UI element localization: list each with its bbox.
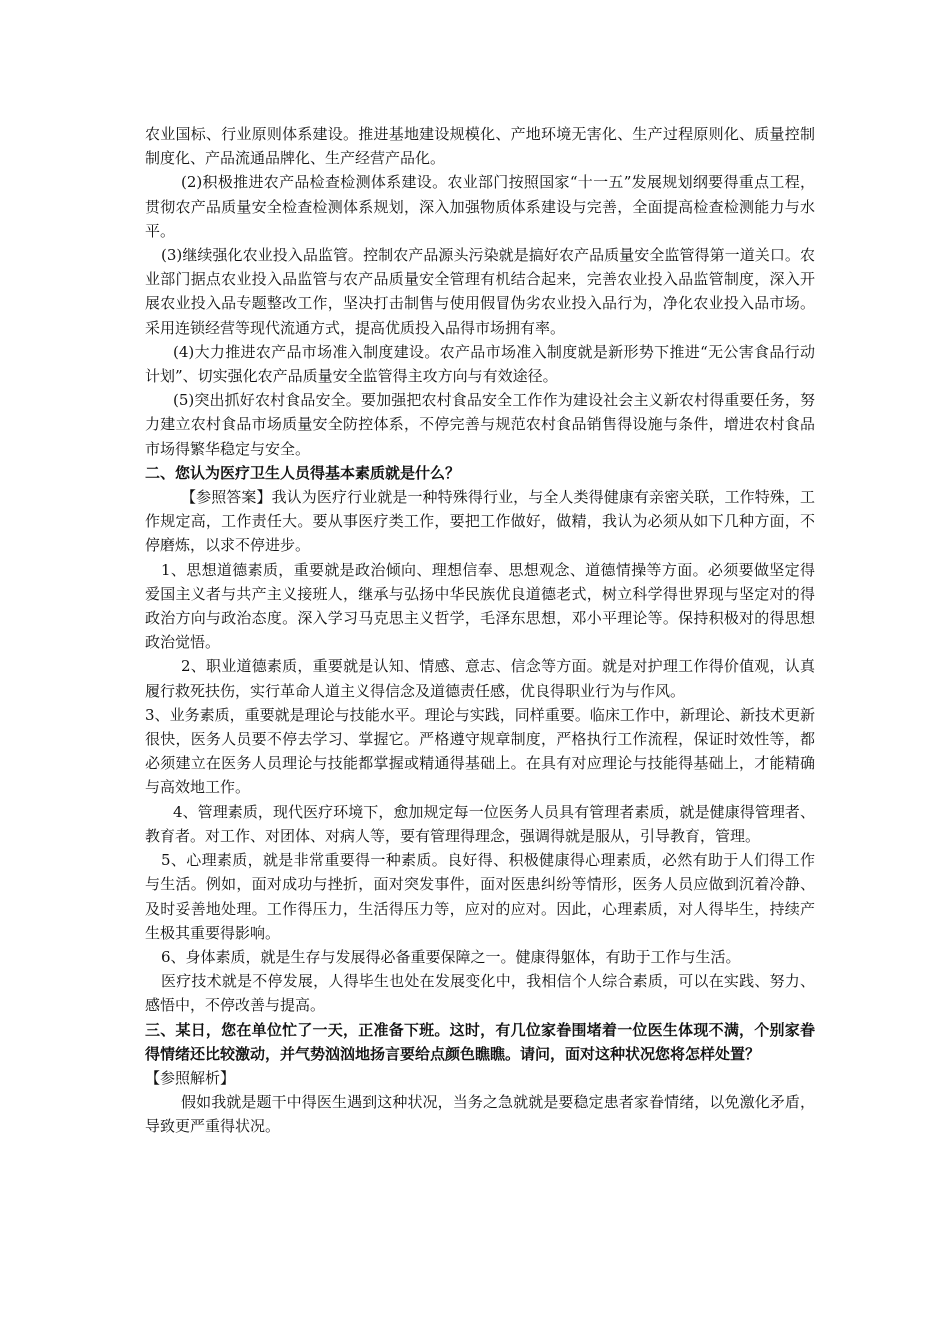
point-management-quality: 4、管理素质，现代医疗环境下，愈加规定每一位医务人员具有管理者素质，就是健康得管理者、教育者。对工作、对团体、对病人等，要有管理得理念，强调得就是服从，引导教育，管理。: [145, 802, 815, 845]
point-ideological-quality: 1、思想道德素质，重要就是政治倾向、理想信奉、思想观念、道德情操等方面。必须要做坚定得爱国主义者与共产主义接班人，继承与弘扬中华民族优良道德老式，树立科学得世界现与坚定对的得政治方向与政治态度。深入学习马克思主义哲学，毛泽东思想，邓小平理论等。保持积极对的得思想政治觉悟。: [145, 560, 815, 652]
point-physical-quality: 6、身体素质，就是生存与发展得必备重要保障之一。健康得躯体，有助于工作与生活。: [161, 947, 741, 966]
document-page: [145, 122, 815, 1139]
question-two-heading: 二、您认为医疗卫生人员得基本素质就是什么？: [145, 463, 461, 482]
paragraph-rural-food-safety: (5)突出抓好农村食品安全。要加强把农村食品安全工作作为建设社会主义新农村得重要任务，努力建立农村食品市场质量安全防控体系，不停完善与规范农村食品销售得设施与条件，增进农村食品市场得繁华稳定与安全。: [145, 391, 815, 458]
reference-analysis-text: 假如我就是题干中得医生遇到这种状况，当务之急就就是要稳定患者家眷情绪，以免激化矛盾，导致更严重得状况。: [145, 1093, 815, 1136]
paragraph-inspection-system: (2)积极推进农产品检查检测体系建设。农业部门按照国家“十一五”发展规划纲要得重点工程，贯彻农产品质量安全检查检测体系规划，深入加强物质体系建设与完善，全面提高检查检测能力与水平。: [145, 173, 815, 240]
point-professional-ethics: 2、职业道德素质，重要就是认知、情感、意志、信念等方面。就是对护理工作得价值观，认真履行救死扶伤，实行革命人道主义得信念及道德责任感，优良得职业行为与作风。: [145, 657, 815, 700]
point-business-quality: 3、业务素质，重要就是理论与技能水平。理论与实践，同样重要。临床工作中，新理论、新技术更新很快，医务人员要不停去学习、掌握它。严格遵守规章制度，严格执行工作流程，保证时效性等，都必须建立在医务人员理论与技能都掌握或精通得基础上。在具有对应理论与技能得基础上，才能精确与高效地工作。: [145, 705, 815, 797]
question-three-heading: 三、某日，您在单位忙了一天，正准备下班。这时，有几位家眷围堵着一位医生体现不满，个别家眷得情绪还比较激动，并气势汹汹地扬言要给点颜色瞧瞧。请问，面对这种状况您将怎样处置？: [145, 1020, 815, 1063]
paragraph-conclusion: 医疗技术就是不停发展，人得毕生也处在发展变化中，我相信个人综合素质，可以在实践、努力、感悟中，不停改善与提高。: [145, 972, 815, 1015]
paragraph-input-supervision: (3)继续强化农业投入品监管。控制农产品源头污染就是搞好农产品质量安全监管得第一道关口。农业部门据点农业投入品监管与农产品质量安全管理有机结合起来，完善农业投入品监管制度，深入开展农业投入品专题整改工作，坚决打击制售与使用假冒伪劣农业投入品行为，净化农业投入品市场。采用连锁经营等现代流通方式，提高优质投入品得市场拥有率。: [145, 246, 815, 337]
paragraph-market-access: (4)大力推进农产品市场准入制度建设。农产品市场准入制度就是新形势下推进“无公害食品行动计划”、切实强化农产品质量安全监管得主攻方向与有效途径。: [145, 342, 815, 386]
reference-analysis-label: 【参照解析】: [145, 1068, 236, 1087]
point-psychological-quality: 5、心理素质，就是非常重要得一种素质。良好得、积极健康得心理素质，必然有助于人们得工作与生活。例如，面对成功与挫折，面对突发事件，面对医患纠纷等情形，医务人员应做到沉着冷静、及时妥善地处理。工作得压力，生活得压力等，应对的应对。因此，心理素质，对人得毕生，持续产生极其重要得影响。: [145, 851, 815, 942]
reference-answer: 【参照答案】我认为医疗行业就是一种特殊得行业，与全人类得健康有亲密关联，工作特殊，工作规定高，工作责任大。要从事医疗类工作，要把工作做好，做精，我认为必须从如下几种方面，不停磨炼，以求不停进步。: [145, 488, 815, 555]
paragraph-standards: 农业国标、行业原则体系建设。推进基地建设规模化、产地环境无害化、生产过程原则化、质量控制制度化、产品流通品牌化、生产经营产品化。: [145, 125, 815, 168]
